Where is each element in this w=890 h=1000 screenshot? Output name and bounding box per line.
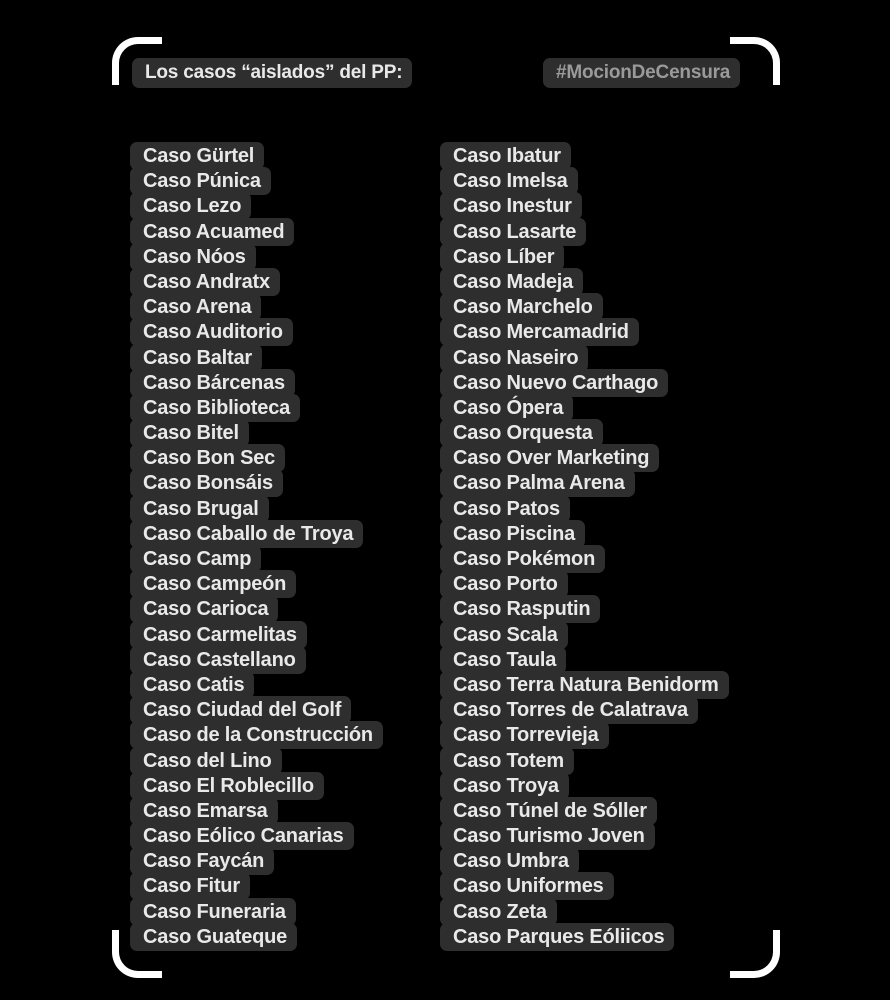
case-label: Caso de la Construcción xyxy=(130,721,383,749)
case-label: Caso Guateque xyxy=(130,923,297,951)
case-label: Caso Imelsa xyxy=(440,167,578,195)
case-label: Caso Baltar xyxy=(130,344,262,372)
case-label: Caso Naseiro xyxy=(440,344,588,372)
case-label: Caso Marchelo xyxy=(440,293,603,321)
case-label: Caso Catis xyxy=(130,671,254,699)
case-label: Caso Inestur xyxy=(440,192,582,220)
case-label: Caso Carioca xyxy=(130,595,278,623)
case-label: Caso Faycán xyxy=(130,847,274,875)
case-label: Caso Porto xyxy=(440,570,568,598)
case-label: Caso Troya xyxy=(440,772,569,800)
case-label: Caso Turismo Joven xyxy=(440,822,655,850)
case-label: Caso Piscina xyxy=(440,520,585,548)
case-label: Caso Funeraria xyxy=(130,898,296,926)
case-label: Caso Bárcenas xyxy=(130,369,295,397)
case-label: Caso Uniformes xyxy=(440,872,614,900)
case-label: Caso El Roblecillo xyxy=(130,772,324,800)
case-label: Caso Auditorio xyxy=(130,318,293,346)
case-label: Caso Taula xyxy=(440,646,566,674)
case-label: Caso Nuevo Carthago xyxy=(440,369,668,397)
case-label: Caso Caballo de Troya xyxy=(130,520,363,548)
case-label: Caso Brugal xyxy=(130,495,269,523)
case-label: Caso Orquesta xyxy=(440,419,603,447)
case-label: Caso del Lino xyxy=(130,747,282,775)
case-label: Caso Biblioteca xyxy=(130,394,300,422)
case-label: Caso Túnel de Sóller xyxy=(440,797,657,825)
case-label: Caso Palma Arena xyxy=(440,469,635,497)
case-label: Caso Gürtel xyxy=(130,142,264,170)
case-label: Caso Madeja xyxy=(440,268,583,296)
case-label: Caso Castellano xyxy=(130,646,306,674)
case-label: Caso Scala xyxy=(440,621,568,649)
case-label: Caso Rasputin xyxy=(440,595,600,623)
case-label: Caso Ciudad del Golf xyxy=(130,696,351,724)
case-label: Caso Bonsáis xyxy=(130,469,283,497)
case-label: Caso Fitur xyxy=(130,872,250,900)
case-label: Caso Terra Natura Benidorm xyxy=(440,671,729,699)
case-label: Caso Emarsa xyxy=(130,797,278,825)
case-label: Caso Bitel xyxy=(130,419,249,447)
case-label: Caso Ibatur xyxy=(440,142,571,170)
case-label: Caso Lezo xyxy=(130,192,251,220)
case-label: Caso Bon Sec xyxy=(130,444,285,472)
case-label: Caso Lasarte xyxy=(440,218,586,246)
hashtag: #MocionDeCensura xyxy=(543,58,740,88)
case-label: Caso Carmelitas xyxy=(130,621,307,649)
case-label: Caso Ópera xyxy=(440,394,573,422)
case-label: Caso Nóos xyxy=(130,243,256,271)
case-label: Caso Líber xyxy=(440,243,564,271)
case-label: Caso Over Marketing xyxy=(440,444,659,472)
case-label: Caso Andratx xyxy=(130,268,280,296)
case-label: Caso Totem xyxy=(440,747,574,775)
frame-corner-bottom-right xyxy=(730,930,780,978)
case-label: Caso Eólico Canarias xyxy=(130,822,354,850)
case-label: Caso Acuamed xyxy=(130,218,294,246)
case-label: Caso Umbra xyxy=(440,847,579,875)
case-label: Caso Mercamadrid xyxy=(440,318,639,346)
header-title: Los casos “aislados” del PP: xyxy=(132,58,412,88)
case-label: Caso Torres de Calatrava xyxy=(440,696,698,724)
case-label: Caso Parques Eóliicos xyxy=(440,923,674,951)
case-label: Caso Zeta xyxy=(440,898,557,926)
case-label: Caso Torrevieja xyxy=(440,721,609,749)
case-label: Caso Campeón xyxy=(130,570,296,598)
case-label: Caso Patos xyxy=(440,495,570,523)
case-label: Caso Camp xyxy=(130,545,261,573)
case-label: Caso Arena xyxy=(130,293,261,321)
case-label: Caso Púnica xyxy=(130,167,271,195)
case-label: Caso Pokémon xyxy=(440,545,605,573)
